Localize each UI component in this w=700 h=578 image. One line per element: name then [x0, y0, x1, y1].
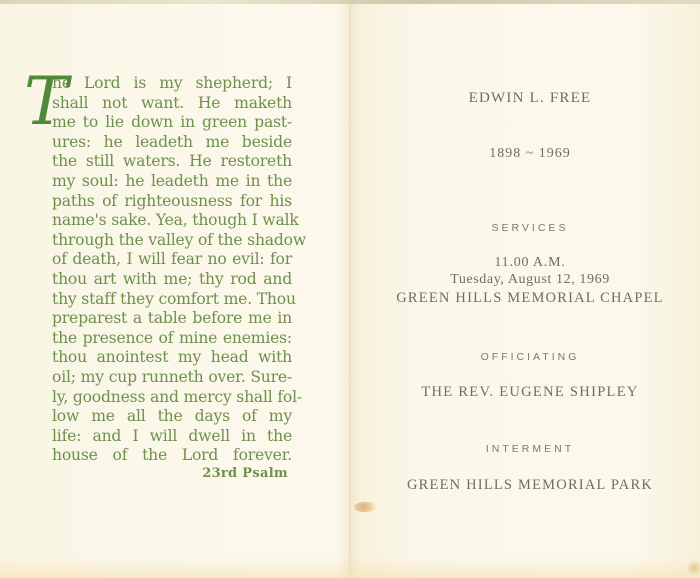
psalm-line: life: and I will dwell in the — [52, 426, 292, 445]
psalm-line: shall not want. He maketh — [52, 93, 292, 112]
psalm-line: paths of righteousness for his — [52, 191, 292, 210]
officiant-name: THE REV. EUGENE SHIPLEY — [421, 384, 639, 400]
psalm-line: of death, I will fear no evil: for — [52, 250, 292, 269]
service-time: 11.00 A.M. — [494, 255, 566, 270]
service-date: Tuesday, August 12, 1969 — [450, 272, 610, 287]
psalm-line: the still waters. He restoreth — [52, 152, 292, 171]
psalm-line: low me all the days of my — [52, 407, 292, 426]
psalm-line: he Lord is my shepherd; I — [52, 74, 292, 92]
services-heading: SERVICES — [491, 222, 569, 234]
card-fold — [348, 0, 352, 578]
interment-location: GREEN HILLS MEMORIAL PARK — [406, 477, 654, 493]
psalm-line: house of the Lord forever. — [52, 446, 292, 465]
psalm-line: thou art with me; thy rod and — [52, 269, 292, 288]
psalm-line: my soul: he leadeth me in the — [52, 171, 292, 190]
deceased-name: EDWIN L. FREE — [468, 90, 592, 106]
paper-stain — [688, 560, 700, 576]
psalm-line: oil; my cup runneth over. Sure- — [52, 367, 292, 386]
life-years: 1898 ~ 1969 — [489, 146, 571, 161]
psalm-line: the presence of mine enemies: — [52, 328, 292, 347]
service-program-panel — [360, 0, 700, 578]
psalm-attribution: 23rd Psalm — [202, 466, 288, 481]
psalm-line: ly, goodness and mercy shall fol- — [52, 387, 302, 406]
psalm-line: thou anointest my head with — [52, 348, 292, 367]
psalm-line: name's sake. Yea, though I walk — [52, 211, 299, 230]
psalm-line: thy staff they comfort me. Thou — [52, 289, 296, 308]
psalm-panel — [24, 63, 307, 466]
psalm-line: through the valley of the shadow — [52, 230, 307, 249]
service-location: GREEN HILLS MEMORIAL CHAPEL — [396, 290, 664, 306]
psalm-line: ures: he leadeth me beside — [52, 132, 292, 151]
psalm-line: me to lie down in green past- — [52, 113, 292, 132]
drop-cap: T — [24, 63, 68, 140]
officiating-heading: OFFICIATING — [480, 351, 580, 363]
psalm-line: preparest a table before me in — [52, 309, 292, 328]
interment-heading: INTERMENT — [485, 443, 575, 455]
